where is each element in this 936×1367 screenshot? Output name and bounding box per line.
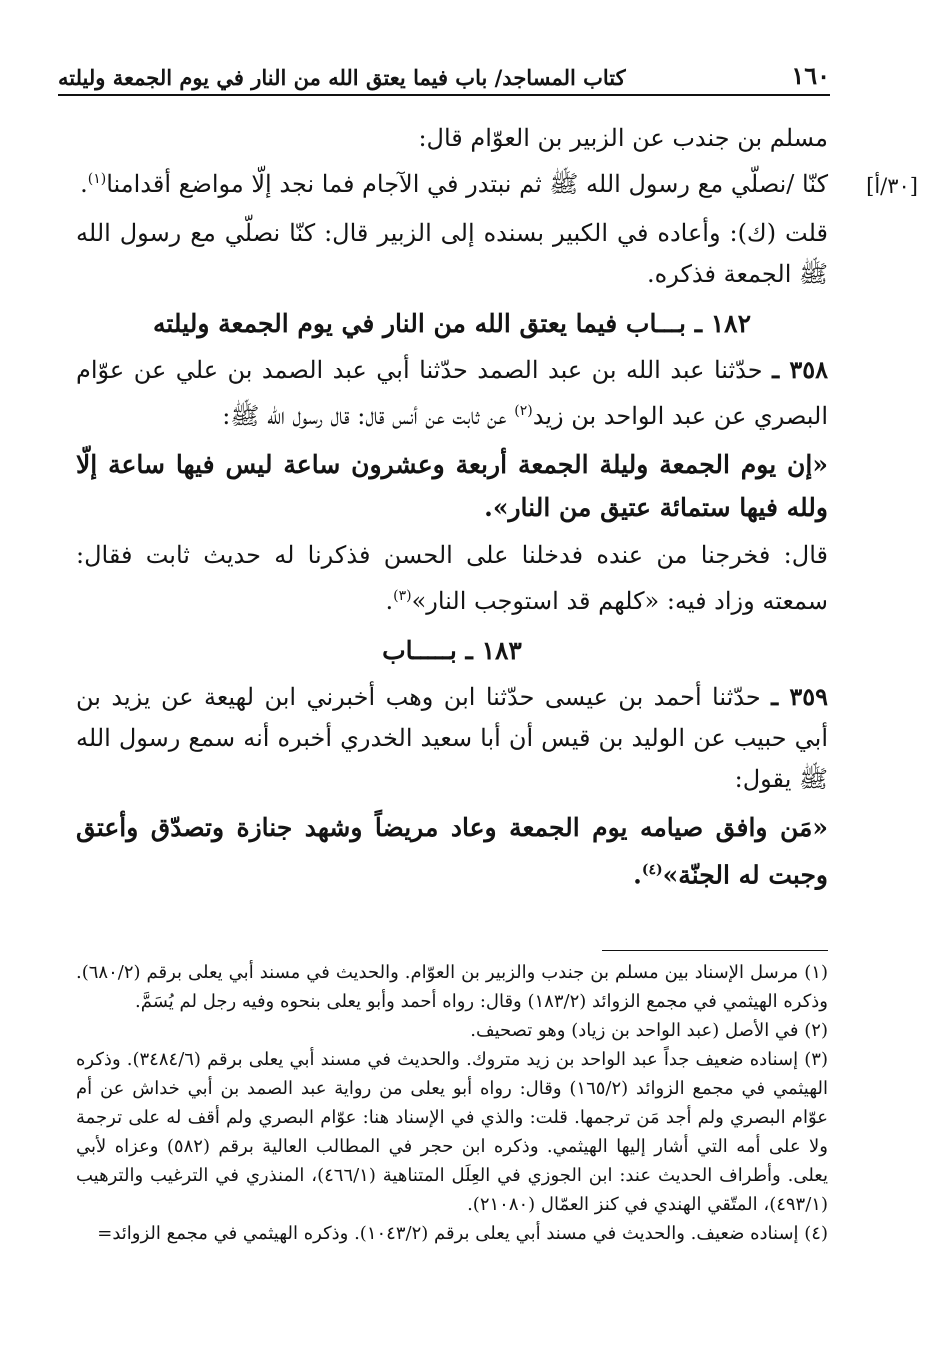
hadith-359-matn-text: «مَن وافق صيامه يوم الجمعة وعاد مريضاً وشهد جنازة وتصدّق وأعتق وجبت له الجنّة» bbox=[76, 813, 828, 890]
footnote-ref-2: (٢) bbox=[514, 403, 533, 419]
footnote-3: (٣) إسناده ضعيف جداً عبد الواحد بن زيد متروك. والحديث في مسند أبي يعلى برقم (٣٤٨٤/٦). وذكره الهيثمي في مجمع الزوائد (١٦٥/٢) وقال: رواه أبو يعلى من رواية عبد الصمد بن أبي خداش عن أم عوّام البصري ولم أجد مَن ترجمها. قلت: والذي في الإسناد هنا: عوّام البصري ولم أقف له على ترجمة ولا على أمه التي أشار إليها الهيثمي. وذكره ابن حجر في المطالب العالية برقم (٥٨٢) وعزاه لأبي يعلى. وأطراف الحديث عند: ابن الجوزي في العِلَل المتناهية (٤٦٦/١)، المنذري في الترغيب والترهيب (٤٩٣/١)، المتّقي الهندي في كنز العمّال (٢١٠٨٠). bbox=[76, 1049, 828, 1215]
footnote-ref-4: (٤) bbox=[641, 862, 663, 878]
running-title: كتاب المساجد/ باب فيما يعتق الله من النار في يوم الجمعة وليلته bbox=[58, 65, 626, 90]
paragraph-qal: قال: فخرجنا من عنده فدخلنا على الحسن فذكرنا له حديث ثابت فقال: سمعته وزاد فيه: «كلهم قد استوجب النار»$^{(٣)}$. bbox=[76, 541, 828, 615]
footnote-ref-1: (١) bbox=[87, 171, 107, 187]
main-text bbox=[76, 118, 828, 902]
page-number: ١٦٠ bbox=[791, 61, 830, 90]
hadith-358-matn: «إن يوم الجمعة وليلة الجمعة أربعة وعشرون ساعة ليس فيها ساعة إلّا ولله فيها ستمائة عتيق من النار». bbox=[76, 450, 828, 522]
hadith-number-358: ٣٥٨ ـ bbox=[772, 355, 829, 384]
hadith-358-isnad bbox=[76, 349, 828, 437]
footnote-2: (٢) في الأصل (عبد الواحد بن زياد) وهو تصحيف. bbox=[470, 1020, 828, 1041]
footnote-1: (١) مرسل الإسناد بين مسلم بن جندب والزبير بن العوّام. والحديث في مسند أبي يعلى برقم (٦٨٠/٢). وذكره الهيثمي في مجمع الزوائد (١٨٣/٢) وقال: رواه أحمد وأبو يعلى بنحوه وفيه رجل لم يُسَمَّ. bbox=[76, 962, 828, 1012]
chapter-heading-183: ١٨٣ ـ بـــــاب bbox=[382, 636, 522, 665]
chapter-heading-182: ١٨٢ ـ بـــاب فيما يعتق الله من النار في يوم الجمعة وليلته bbox=[152, 309, 752, 338]
hadith-358-isnad-a: حدّثنا عبد الله بن عبد الصمد حدّثنا أبي عبد الصمد بن علي عن عوّام البصري عن عبد الواحد بن زيد bbox=[76, 356, 828, 430]
manuscript-folio-note: [٣٠/أ] bbox=[866, 174, 918, 198]
hadith-359-isnad-text: حدّثنا أحمد بن عيسى حدّثنا ابن وهب أخبرني ابن لهيعة عن يزيد بن أبي حبيب عن الوليد بن قيس أن أبا سعيد الخدري أخبره أنه سمع رسول الله ﷺ يقول: bbox=[76, 683, 828, 793]
hadith-359-isnad bbox=[76, 676, 828, 800]
paragraph-intro: مسلم بن جندب عن الزبير بن العوّام قال: bbox=[418, 124, 828, 152]
hadith-358-isnad-b: عن ثابت عن أنس قال: قال رسول الله ﷺ: bbox=[222, 402, 507, 430]
paragraph-qal-text: قال: فخرجنا من عنده فدخلنا على الحسن فذكرنا له حديث ثابت فقال: سمعته وزاد فيه: «كلهم قد استوجب النار» bbox=[76, 541, 828, 615]
footnote-ref-3: (٣) bbox=[393, 588, 412, 604]
footnote-separator bbox=[602, 950, 828, 951]
running-header bbox=[58, 56, 830, 96]
hadith-359-matn: «مَن وافق صيامه يوم الجمعة وعاد مريضاً وشهد جنازة وتصدّق وأعتق وجبت له الجنّة»$^{(٤)}$. bbox=[76, 813, 828, 890]
paragraph-qultu: قلت (ك): وأعاده في الكبير بسنده إلى الزبير قال: كنّا نصلّي مع رسول الله ﷺ الجمعة فذكره. bbox=[76, 219, 828, 288]
footnotes bbox=[76, 958, 828, 1248]
hadith-number-359: ٣٥٩ ـ bbox=[771, 682, 828, 711]
paragraph-kunna: كنّا /نصلّي مع رسول الله ﷺ ثم نبتدر في الآجام فما نجد إلّا مواضع أقدامنا$^{(١)}$. bbox=[80, 170, 828, 198]
footnote-4: (٤) إسناده ضعيف. والحديث في مسند أبي يعلى برقم (١٠٤٣/٢). وذكره الهيثمي في مجمع الزوائد= bbox=[97, 1223, 828, 1244]
paragraph-kunna-text: كنّا /نصلّي مع رسول الله ﷺ ثم نبتدر في الآجام فما نجد إلّا مواضع أقدامنا bbox=[106, 170, 828, 198]
